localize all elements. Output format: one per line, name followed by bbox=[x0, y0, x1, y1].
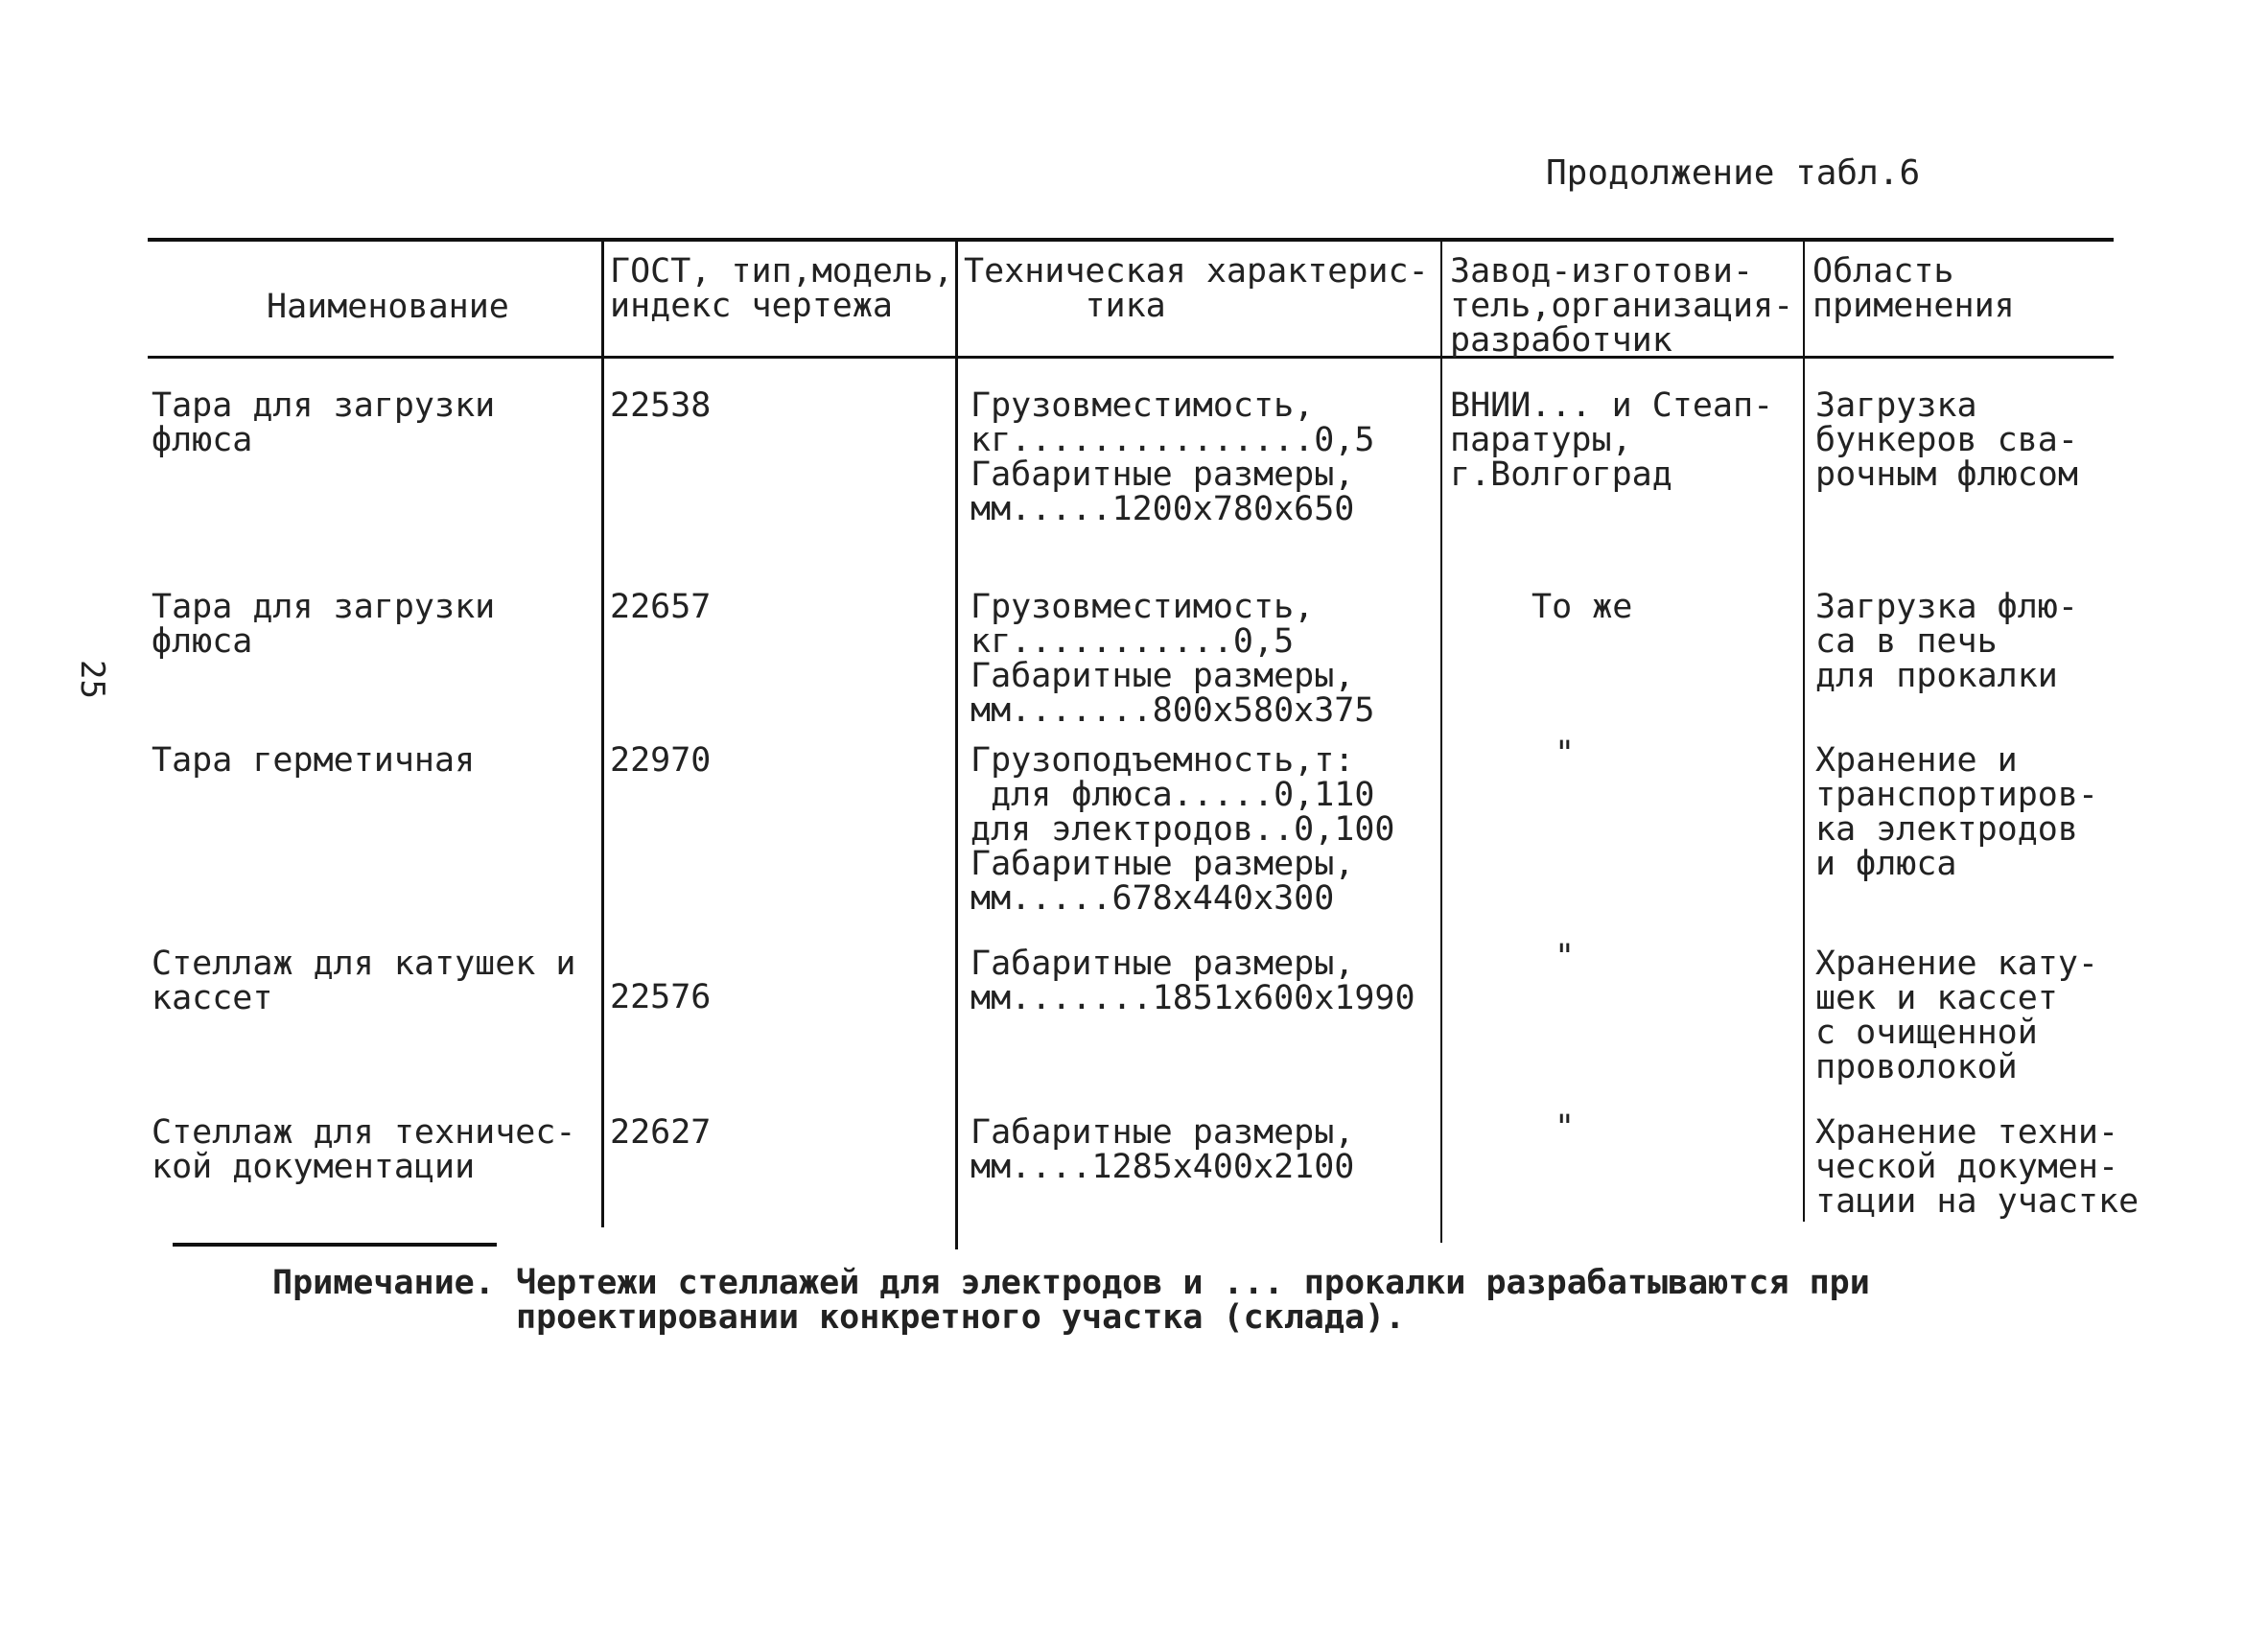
row-4-name: Стеллаж для катушек и кассет bbox=[152, 945, 576, 1017]
row-3-maker: " bbox=[1555, 735, 1576, 773]
continuation-title: Продолжение табл.6 bbox=[1546, 153, 1921, 193]
row-2-area: Загрузка флю- са в печь для прокалки bbox=[1815, 588, 2078, 695]
row-1-name: Тара для загрузки флюса bbox=[152, 386, 496, 459]
row-4-maker: " bbox=[1555, 938, 1576, 976]
row-2-maker: То же bbox=[1531, 588, 1633, 626]
header-gost: ГОСТ, тип,модель, индекс чертежа bbox=[610, 252, 954, 325]
row-2-spec: Грузовместимость, кг...........0,5 Габаритные размеры, мм.......800x580x375 bbox=[970, 588, 1375, 730]
row-3-name: Тара герметичная bbox=[152, 741, 476, 780]
row-4-area: Хранение кату- шек и кассет с очищенной проволокой bbox=[1815, 945, 2099, 1086]
row-1-spec: Грузовместимость, кг...............0,5 Габаритные размеры, мм.....1200x780x650 bbox=[970, 386, 1375, 528]
header-name: Наименование bbox=[267, 288, 509, 326]
row-5-gost: 22627 bbox=[610, 1113, 712, 1152]
row-3-gost: 22970 bbox=[610, 741, 712, 780]
row-4-gost: 22576 bbox=[610, 978, 712, 1016]
row-5-area: Хранение техни- ческой докумен- тации на участке bbox=[1815, 1113, 2139, 1221]
row-5-maker: " bbox=[1555, 1108, 1576, 1147]
row-2-gost: 22657 bbox=[610, 588, 712, 626]
row-1-gost: 22538 bbox=[610, 386, 712, 425]
note-separator-rule bbox=[173, 1243, 497, 1247]
row-1-maker: ВНИИ... и Стеап- паратуры, г.Волгоград bbox=[1450, 386, 1774, 494]
header-area: Область применения bbox=[1812, 252, 2015, 325]
row-3-spec: Грузоподъемность,т: для флюса.....0,110 для электродов..0,100 Габаритные размеры, мм.....678x440x300 bbox=[970, 741, 1395, 918]
column-divider-3 bbox=[1440, 238, 1442, 1243]
header-maker: Завод-изготови- тель,организация- разработчик bbox=[1450, 252, 1794, 360]
header-spec: Техническая характерис- тика bbox=[964, 252, 1429, 325]
row-5-spec: Габаритные размеры, мм....1285x400x2100 bbox=[970, 1113, 1355, 1186]
column-divider-1 bbox=[601, 238, 604, 1227]
column-divider-2 bbox=[955, 238, 958, 1249]
row-5-name: Стеллаж для техничес- кой документации bbox=[152, 1113, 576, 1186]
note-text-line-2: проектировании конкретного участка (склада). bbox=[516, 1298, 1406, 1337]
row-3-area: Хранение и транспортиров- ка электродов и флюса bbox=[1815, 741, 2099, 883]
note-text-line-1: Чертежи стеллажей для электродов и ... прокалки разрабатываются при bbox=[516, 1264, 1870, 1302]
page-number: 25 bbox=[73, 660, 111, 699]
table-header-rule bbox=[148, 356, 2114, 359]
column-divider-4 bbox=[1803, 238, 1805, 1222]
table-top-rule bbox=[148, 238, 2114, 242]
note-label: Примечание. bbox=[272, 1264, 495, 1302]
row-4-spec: Габаритные размеры, мм.......1851x600x1990 bbox=[970, 945, 1415, 1017]
row-2-name: Тара для загрузки флюса bbox=[152, 588, 496, 661]
row-1-area: Загрузка бункеров сва- рочным флюсом bbox=[1815, 386, 2078, 494]
